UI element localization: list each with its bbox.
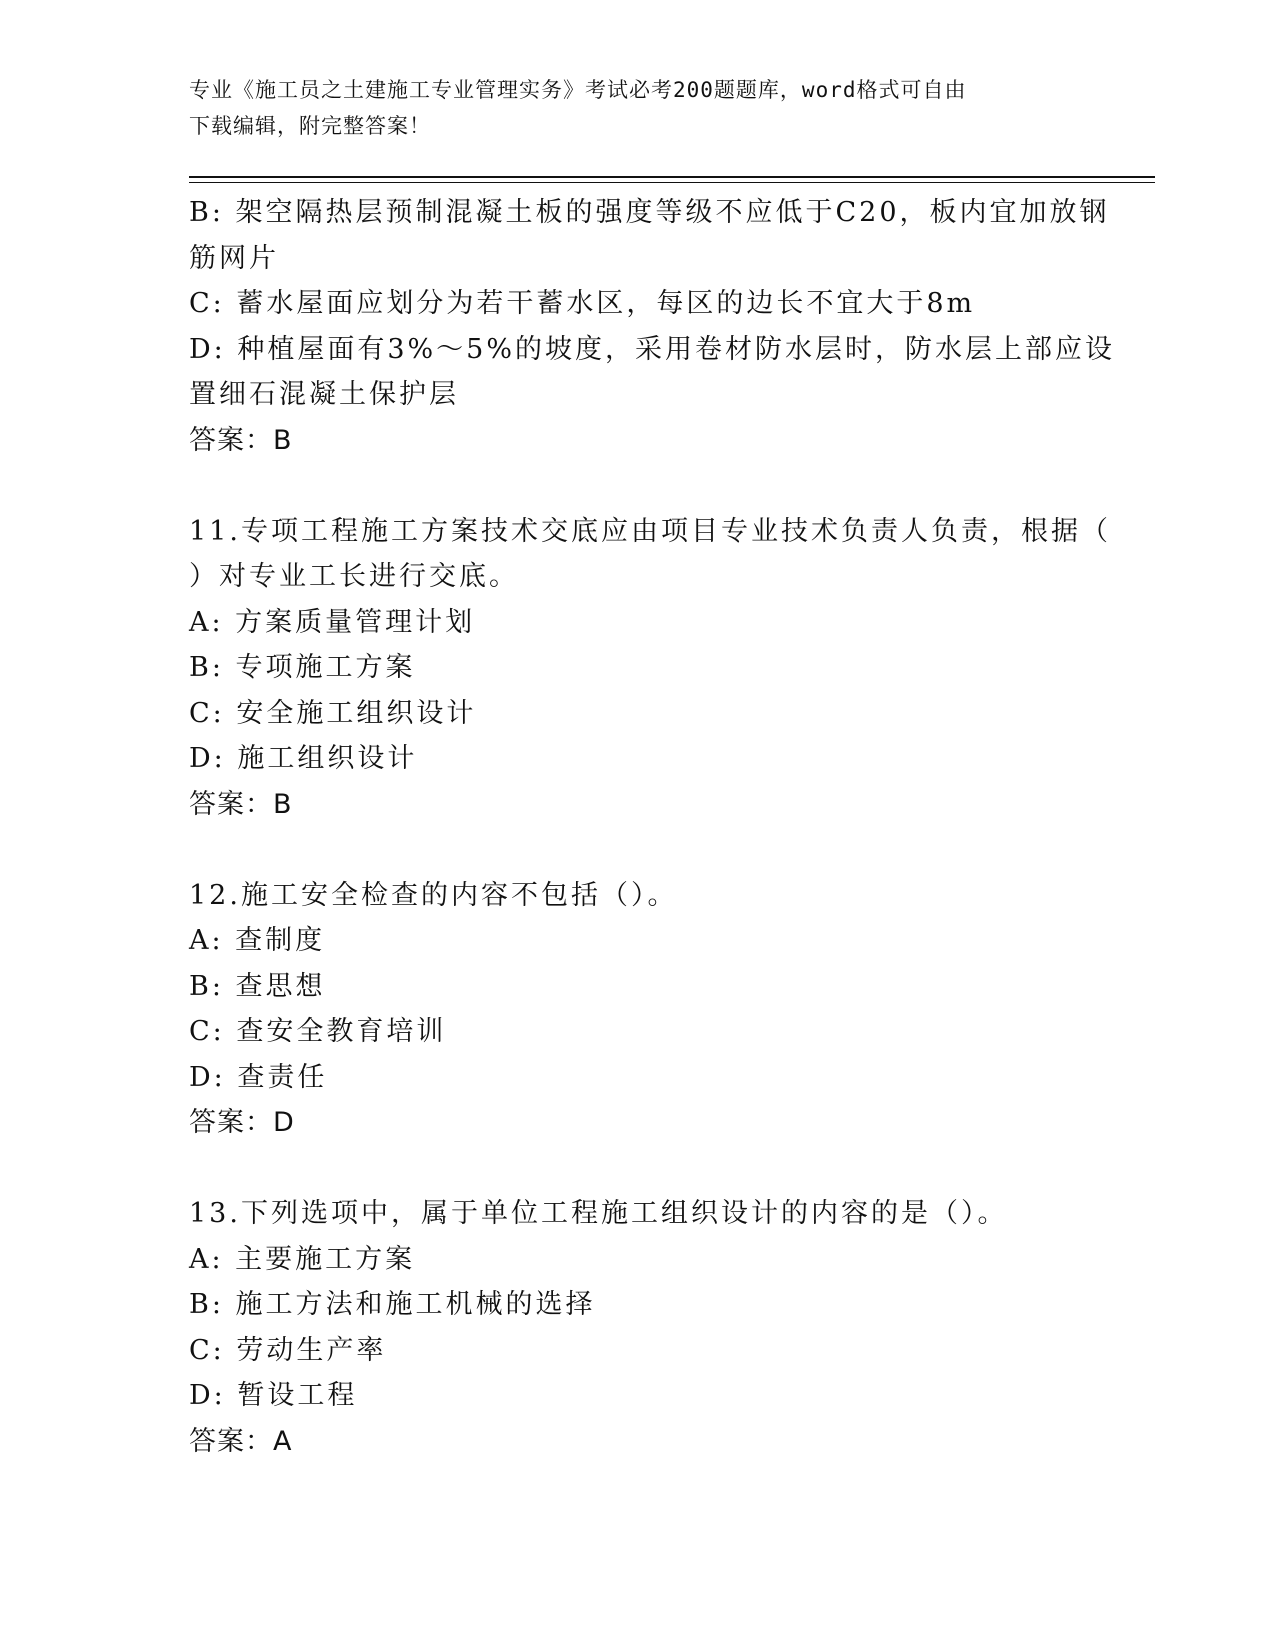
spacer [189,463,1089,509]
question-block [189,1191,1089,1464]
header-divider [189,176,1155,178]
option-line: D: 暂设工程 [189,1380,358,1411]
answer-line: 答案：A [189,1425,293,1457]
question-content [189,190,1115,1464]
option-line: B: 专项施工方案 [189,652,416,683]
option-line: C: 劳动生产率 [189,1334,387,1366]
option-line: A: 方案质量管理计划 [189,606,476,638]
question-stem: ）对专业工长进行交底。 [189,561,519,592]
question-stem: 13.下列选项中，属于单位工程施工组织设计的内容的是（）。 [189,1198,1008,1229]
header-line: 专业《施工员之土建施工专业管理实务》考试必考200题题库，word格式可自由 [189,78,967,102]
document-header [189,72,1089,144]
option-line: 置细石混凝土保护层 [189,379,459,410]
option-line: B: 架空隔热层预制混凝土板的强度等级不应低于C20，板内宜加放钢 [189,197,1110,228]
question-block [189,873,1089,1146]
answer-line: 答案：B [189,788,293,820]
header-divider-thin [189,182,1155,183]
option-line: B: 查思想 [189,970,326,1002]
spacer [189,827,1089,873]
option-line: D: 施工组织设计 [189,743,418,774]
option-line: B: 施工方法和施工机械的选择 [189,1289,596,1320]
answer-line: 答案：B [189,424,293,456]
question-block-continued [189,190,1115,463]
answer-line: 答案：D [189,1107,295,1138]
option-line: C: 查安全教育培训 [189,1016,447,1047]
header-line: 下载编辑，附完整答案！ [189,114,431,138]
option-line: A: 主要施工方案 [189,1243,416,1275]
option-line: 筋网片 [189,242,279,274]
option-line: A: 查制度 [189,925,326,956]
option-line: D: 查责任 [189,1061,328,1093]
question-stem: 11.专项工程施工方案技术交底应由项目专业技术负责人负责，根据（ [189,515,1111,547]
option-line: C: 蓄水屋面应划分为若干蓄水区，每区的边长不宜大于8m [189,288,976,319]
spacer [189,1146,1089,1192]
option-line: C: 安全施工组织设计 [189,697,477,729]
option-line: D: 种植屋面有3%～5%的坡度，采用卷材防水层时，防水层上部应设 [189,333,1115,365]
question-block [189,509,1111,828]
question-stem: 12.施工安全检查的内容不包括（）。 [189,879,678,911]
